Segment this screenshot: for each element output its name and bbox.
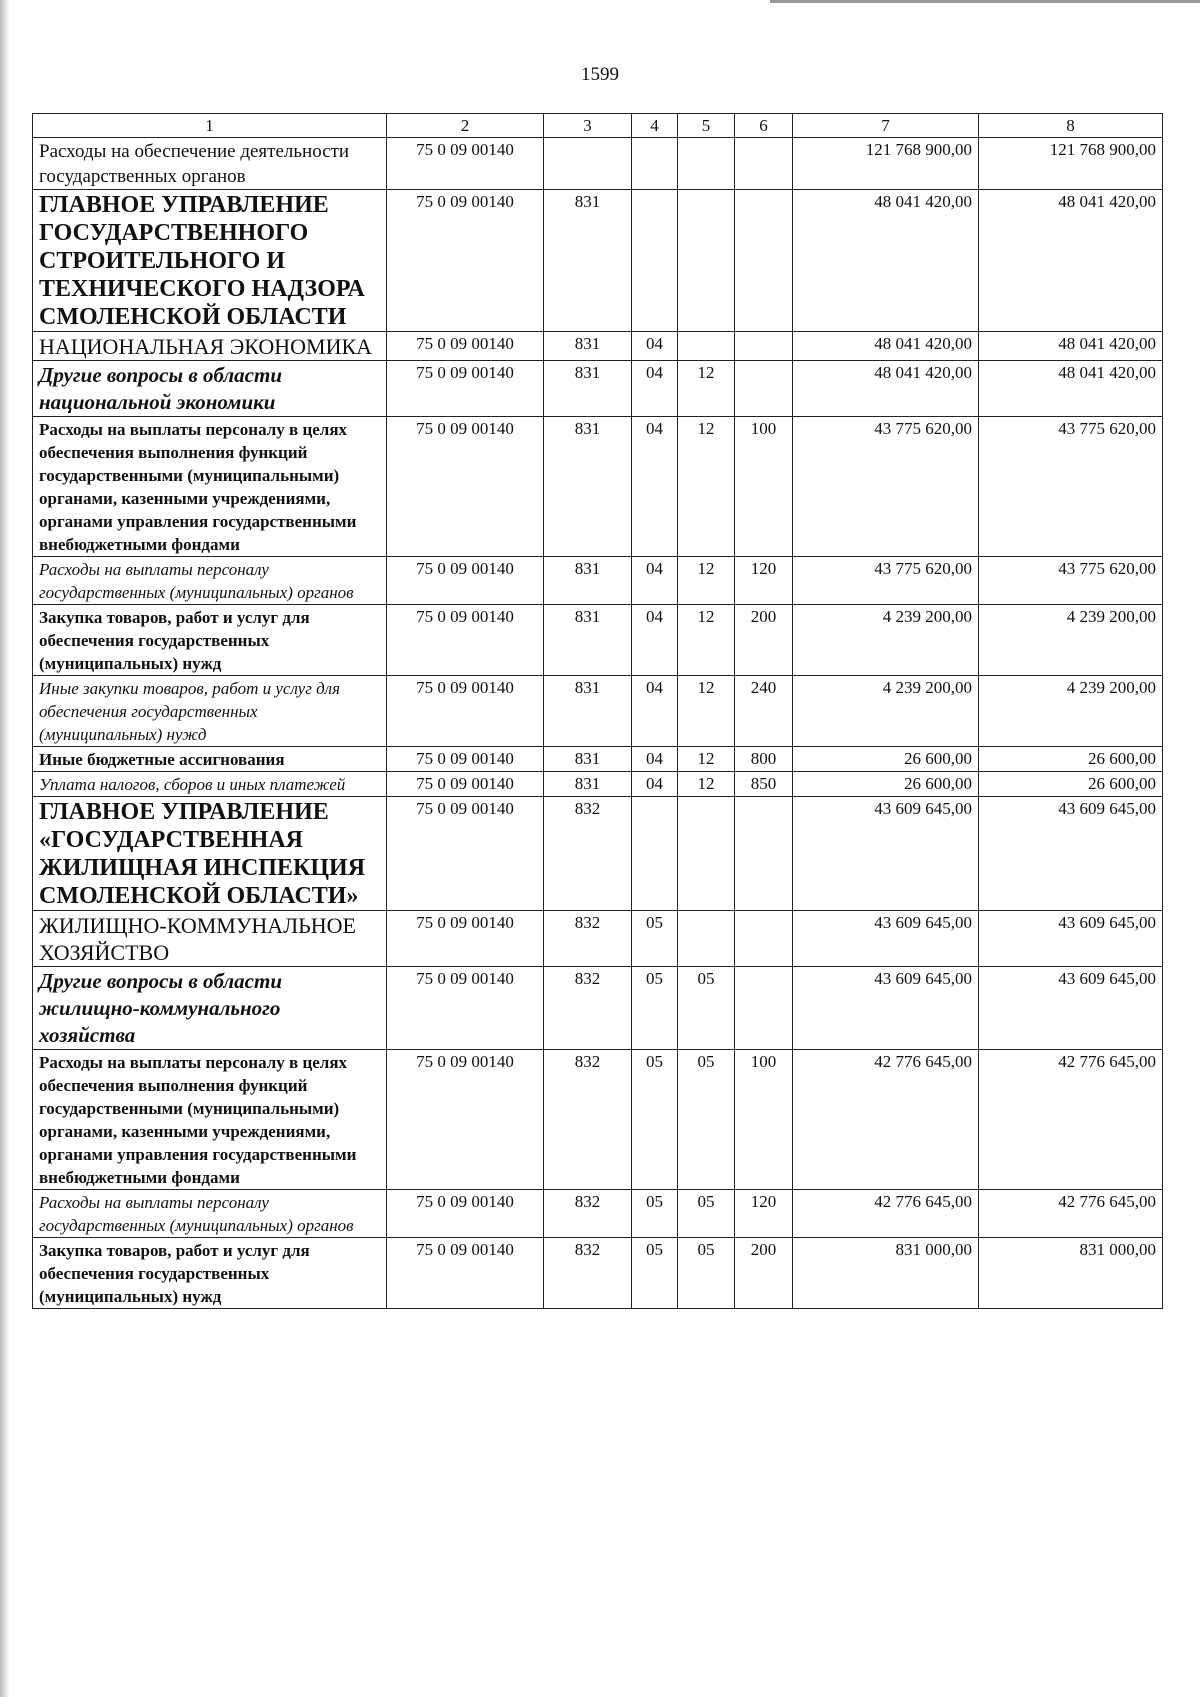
amount-year2-cell: 4 239 200,00 bbox=[979, 676, 1163, 747]
target-code-cell: 75 0 09 00140 bbox=[387, 1050, 544, 1190]
amount-year1-cell: 42 776 645,00 bbox=[793, 1190, 979, 1238]
amount-year1-cell: 26 600,00 bbox=[793, 747, 979, 772]
table-row bbox=[33, 332, 1163, 361]
expense-type-cell: 850 bbox=[735, 772, 793, 797]
row-name-cell: Расходы на выплаты персоналу в целях обеспечения выполнения функций государственными (муниципальными) органами, казенными учреждениями, органами управления государственными внебюджетными фондами bbox=[33, 1050, 387, 1190]
amount-year2-cell: 43 609 645,00 bbox=[979, 911, 1163, 967]
table-row bbox=[33, 1050, 1163, 1190]
target-code-cell: 75 0 09 00140 bbox=[387, 772, 544, 797]
admin-code-cell: 831 bbox=[544, 676, 632, 747]
column-header: 1 bbox=[33, 114, 387, 138]
subsection-code-cell bbox=[678, 332, 735, 361]
expense-type-cell: 200 bbox=[735, 1238, 793, 1309]
row-name-cell: Уплата налогов, сборов и иных платежей bbox=[33, 772, 387, 797]
admin-code-cell: 832 bbox=[544, 967, 632, 1050]
table-row bbox=[33, 772, 1163, 797]
admin-code-cell bbox=[544, 138, 632, 190]
section-code-cell: 04 bbox=[632, 361, 678, 417]
amount-year1-cell: 48 041 420,00 bbox=[793, 190, 979, 332]
subsection-code-cell bbox=[678, 138, 735, 190]
section-code-cell: 05 bbox=[632, 911, 678, 967]
subsection-code-cell bbox=[678, 797, 735, 911]
target-code-cell: 75 0 09 00140 bbox=[387, 967, 544, 1050]
row-name-cell: НАЦИОНАЛЬНАЯ ЭКОНОМИКА bbox=[33, 332, 387, 361]
subsection-code-cell: 05 bbox=[678, 967, 735, 1050]
amount-year1-cell: 831 000,00 bbox=[793, 1238, 979, 1309]
table-row bbox=[33, 605, 1163, 676]
target-code-cell: 75 0 09 00140 bbox=[387, 676, 544, 747]
section-code-cell: 04 bbox=[632, 676, 678, 747]
expense-type-cell bbox=[735, 911, 793, 967]
amount-year1-cell: 43 609 645,00 bbox=[793, 797, 979, 911]
row-name-cell: ГЛАВНОЕ УПРАВЛЕНИЕ «ГОСУДАРСТВЕННАЯ ЖИЛИЩНАЯ ИНСПЕКЦИЯ СМОЛЕНСКОЙ ОБЛАСТИ» bbox=[33, 797, 387, 911]
subsection-code-cell bbox=[678, 911, 735, 967]
admin-code-cell: 831 bbox=[544, 557, 632, 605]
row-name-cell: Иные закупки товаров, работ и услуг для обеспечения государственных (муниципальных) нужд bbox=[33, 676, 387, 747]
amount-year2-cell: 26 600,00 bbox=[979, 747, 1163, 772]
amount-year1-cell: 43 609 645,00 bbox=[793, 911, 979, 967]
expense-type-cell bbox=[735, 190, 793, 332]
expense-type-cell: 100 bbox=[735, 417, 793, 557]
section-code-cell: 04 bbox=[632, 605, 678, 676]
section-code-cell: 05 bbox=[632, 1050, 678, 1190]
subsection-code-cell: 12 bbox=[678, 747, 735, 772]
section-code-cell: 05 bbox=[632, 1238, 678, 1309]
budget-table bbox=[32, 113, 1163, 1309]
row-name-cell: Иные бюджетные ассигнования bbox=[33, 747, 387, 772]
row-name-cell: Закупка товаров, работ и услуг для обеспечения государственных (муниципальных) нужд bbox=[33, 605, 387, 676]
admin-code-cell: 831 bbox=[544, 361, 632, 417]
row-name-cell: Другие вопросы в области жилищно-коммунального хозяйства bbox=[33, 967, 387, 1050]
subsection-code-cell: 12 bbox=[678, 361, 735, 417]
table-row bbox=[33, 797, 1163, 911]
table-row bbox=[33, 557, 1163, 605]
amount-year2-cell: 43 775 620,00 bbox=[979, 417, 1163, 557]
subsection-code-cell: 12 bbox=[678, 772, 735, 797]
table-row bbox=[33, 1238, 1163, 1309]
row-name-cell: Расходы на обеспечение деятельности государственных органов bbox=[33, 138, 387, 190]
subsection-code-cell: 12 bbox=[678, 417, 735, 557]
column-header: 7 bbox=[793, 114, 979, 138]
target-code-cell: 75 0 09 00140 bbox=[387, 190, 544, 332]
subsection-code-cell bbox=[678, 190, 735, 332]
amount-year1-cell: 43 609 645,00 bbox=[793, 967, 979, 1050]
subsection-code-cell: 05 bbox=[678, 1238, 735, 1309]
amount-year2-cell: 121 768 900,00 bbox=[979, 138, 1163, 190]
section-code-cell: 04 bbox=[632, 332, 678, 361]
expense-type-cell bbox=[735, 361, 793, 417]
expense-type-cell: 240 bbox=[735, 676, 793, 747]
amount-year2-cell: 43 609 645,00 bbox=[979, 967, 1163, 1050]
subsection-code-cell: 05 bbox=[678, 1050, 735, 1190]
section-code-cell bbox=[632, 138, 678, 190]
budget-table-body bbox=[33, 138, 1163, 1309]
row-name-cell: Закупка товаров, работ и услуг для обеспечения государственных (муниципальных) нужд bbox=[33, 1238, 387, 1309]
expense-type-cell: 800 bbox=[735, 747, 793, 772]
expense-type-cell bbox=[735, 967, 793, 1050]
target-code-cell: 75 0 09 00140 bbox=[387, 557, 544, 605]
admin-code-cell: 831 bbox=[544, 332, 632, 361]
target-code-cell: 75 0 09 00140 bbox=[387, 138, 544, 190]
column-number-row bbox=[33, 114, 1163, 138]
expense-type-cell: 200 bbox=[735, 605, 793, 676]
expense-type-cell: 120 bbox=[735, 1190, 793, 1238]
column-header: 8 bbox=[979, 114, 1163, 138]
section-code-cell: 04 bbox=[632, 747, 678, 772]
scan-shadow-edge bbox=[0, 0, 10, 1697]
table-row bbox=[33, 676, 1163, 747]
amount-year1-cell: 4 239 200,00 bbox=[793, 605, 979, 676]
column-header: 4 bbox=[632, 114, 678, 138]
row-name-cell: Расходы на выплаты персоналу государственных (муниципальных) органов bbox=[33, 1190, 387, 1238]
row-name-cell: Расходы на выплаты персоналу в целях обеспечения выполнения функций государственными (муниципальными) органами, казенными учреждениями, органами управления государственными внебюджетными фондами bbox=[33, 417, 387, 557]
table-row bbox=[33, 138, 1163, 190]
expense-type-cell bbox=[735, 138, 793, 190]
column-header: 3 bbox=[544, 114, 632, 138]
admin-code-cell: 831 bbox=[544, 605, 632, 676]
column-header: 6 bbox=[735, 114, 793, 138]
table-row bbox=[33, 967, 1163, 1050]
admin-code-cell: 832 bbox=[544, 1050, 632, 1190]
amount-year2-cell: 831 000,00 bbox=[979, 1238, 1163, 1309]
amount-year1-cell: 26 600,00 bbox=[793, 772, 979, 797]
row-name-cell: ГЛАВНОЕ УПРАВЛЕНИЕ ГОСУДАРСТВЕННОГО СТРОИТЕЛЬНОГО И ТЕХНИЧЕСКОГО НАДЗОРА СМОЛЕНСКОЙ ОБЛАСТИ bbox=[33, 190, 387, 332]
expense-type-cell: 100 bbox=[735, 1050, 793, 1190]
table-row bbox=[33, 747, 1163, 772]
amount-year2-cell: 42 776 645,00 bbox=[979, 1190, 1163, 1238]
amount-year2-cell: 26 600,00 bbox=[979, 772, 1163, 797]
admin-code-cell: 831 bbox=[544, 190, 632, 332]
subsection-code-cell: 12 bbox=[678, 676, 735, 747]
page-number: 1599 bbox=[581, 64, 619, 85]
amount-year1-cell: 43 775 620,00 bbox=[793, 417, 979, 557]
subsection-code-cell: 05 bbox=[678, 1190, 735, 1238]
target-code-cell: 75 0 09 00140 bbox=[387, 747, 544, 772]
table-row bbox=[33, 361, 1163, 417]
amount-year2-cell: 43 775 620,00 bbox=[979, 557, 1163, 605]
section-code-cell: 04 bbox=[632, 557, 678, 605]
section-code-cell bbox=[632, 190, 678, 332]
target-code-cell: 75 0 09 00140 bbox=[387, 417, 544, 557]
section-code-cell: 04 bbox=[632, 772, 678, 797]
admin-code-cell: 831 bbox=[544, 417, 632, 557]
target-code-cell: 75 0 09 00140 bbox=[387, 1190, 544, 1238]
amount-year2-cell: 48 041 420,00 bbox=[979, 190, 1163, 332]
amount-year2-cell: 48 041 420,00 bbox=[979, 332, 1163, 361]
amount-year2-cell: 43 609 645,00 bbox=[979, 797, 1163, 911]
target-code-cell: 75 0 09 00140 bbox=[387, 332, 544, 361]
admin-code-cell: 832 bbox=[544, 1190, 632, 1238]
scan-top-edge bbox=[770, 0, 1200, 3]
amount-year1-cell: 4 239 200,00 bbox=[793, 676, 979, 747]
table-row bbox=[33, 417, 1163, 557]
amount-year2-cell: 48 041 420,00 bbox=[979, 361, 1163, 417]
target-code-cell: 75 0 09 00140 bbox=[387, 605, 544, 676]
amount-year1-cell: 121 768 900,00 bbox=[793, 138, 979, 190]
admin-code-cell: 832 bbox=[544, 1238, 632, 1309]
row-name-cell: Расходы на выплаты персоналу государственных (муниципальных) органов bbox=[33, 557, 387, 605]
admin-code-cell: 831 bbox=[544, 772, 632, 797]
table-row bbox=[33, 1190, 1163, 1238]
row-name-cell: ЖИЛИЩНО-КОММУНАЛЬНОЕ ХОЗЯЙСТВО bbox=[33, 911, 387, 967]
admin-code-cell: 832 bbox=[544, 911, 632, 967]
table-row bbox=[33, 911, 1163, 967]
amount-year1-cell: 48 041 420,00 bbox=[793, 361, 979, 417]
expense-type-cell bbox=[735, 332, 793, 361]
amount-year2-cell: 42 776 645,00 bbox=[979, 1050, 1163, 1190]
column-header: 2 bbox=[387, 114, 544, 138]
admin-code-cell: 832 bbox=[544, 797, 632, 911]
row-name-cell: Другие вопросы в области национальной экономики bbox=[33, 361, 387, 417]
target-code-cell: 75 0 09 00140 bbox=[387, 361, 544, 417]
amount-year2-cell: 4 239 200,00 bbox=[979, 605, 1163, 676]
admin-code-cell: 831 bbox=[544, 747, 632, 772]
table-row bbox=[33, 190, 1163, 332]
subsection-code-cell: 12 bbox=[678, 557, 735, 605]
target-code-cell: 75 0 09 00140 bbox=[387, 1238, 544, 1309]
expense-type-cell bbox=[735, 797, 793, 911]
column-header: 5 bbox=[678, 114, 735, 138]
target-code-cell: 75 0 09 00140 bbox=[387, 911, 544, 967]
amount-year1-cell: 42 776 645,00 bbox=[793, 1050, 979, 1190]
section-code-cell: 04 bbox=[632, 417, 678, 557]
subsection-code-cell: 12 bbox=[678, 605, 735, 676]
section-code-cell bbox=[632, 797, 678, 911]
expense-type-cell: 120 bbox=[735, 557, 793, 605]
amount-year1-cell: 43 775 620,00 bbox=[793, 557, 979, 605]
target-code-cell: 75 0 09 00140 bbox=[387, 797, 544, 911]
amount-year1-cell: 48 041 420,00 bbox=[793, 332, 979, 361]
section-code-cell: 05 bbox=[632, 1190, 678, 1238]
section-code-cell: 05 bbox=[632, 967, 678, 1050]
